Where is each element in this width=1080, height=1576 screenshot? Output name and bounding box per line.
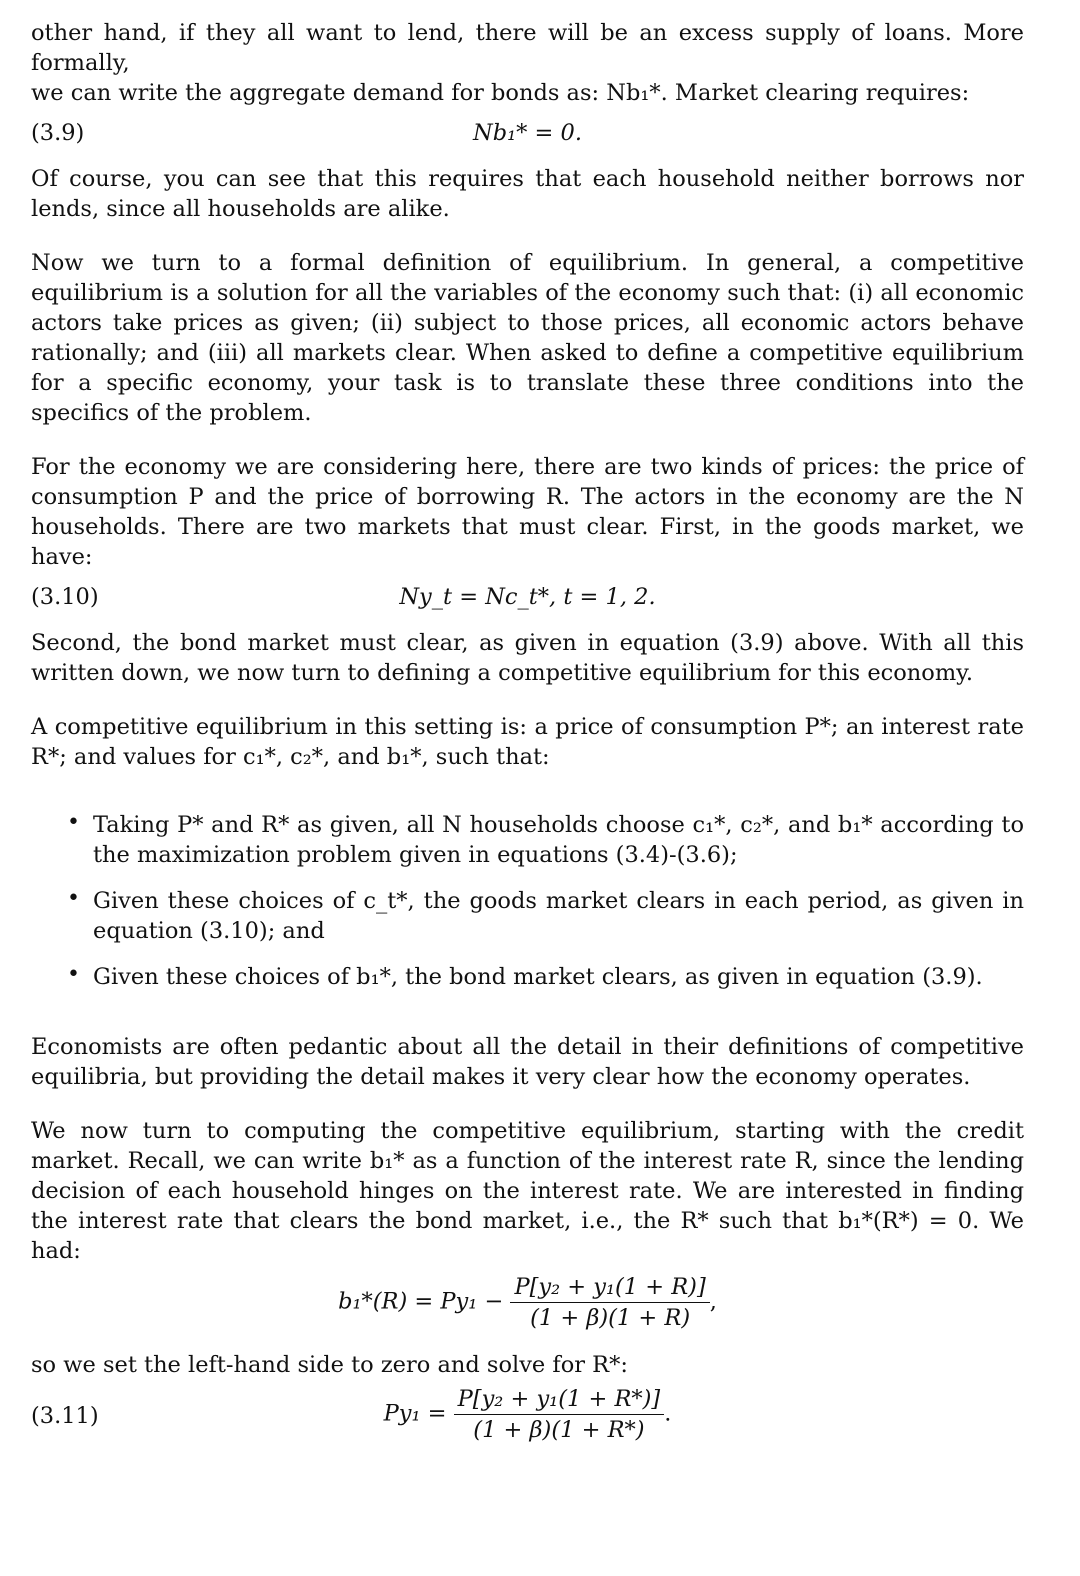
equation-fraction xyxy=(454,1386,665,1443)
intro-line-1: other hand, if they all want to lend, there will be an excess supply of loans. More formally, xyxy=(31,20,1024,76)
condition-list xyxy=(31,810,1024,992)
equation-lhs: Py₁ = xyxy=(383,1400,447,1427)
intro-line-2: we can write the aggregate demand for bonds as: Nb₁*. Market clearing requires: xyxy=(31,80,970,106)
paragraph-prices: For the economy we are considering here, there are two kinds of prices: the price of consumption P and the price of borrowing R. The actors in the economy are the N households. There are two markets that must clear. First, in the goods market, we have: xyxy=(31,454,1024,570)
equation-bond-demand: b₁*(R) = Py₁ − $\frac{\text{P[y₂ + y₁(1 + R)]}}{(1 + \beta)(1 + R)}$ , xyxy=(338,1274,717,1331)
equation-fraction xyxy=(510,1274,709,1331)
document-page xyxy=(31,18,1024,1452)
paragraph-equilibrium-setting: A competitive equilibrium in this setting is: a price of consumption P*; an interest rate R*; and values for c₁*, c₂*, and b₁*, such that: xyxy=(31,714,1024,770)
list-item: • Given these choices of b₁*, the bond market clears, as given in equation (3.9). xyxy=(67,962,983,990)
equation-number: (3.10) xyxy=(31,584,99,610)
equation-3-9 xyxy=(31,120,1024,150)
fraction-denominator: (1 + β)(1 + R) xyxy=(530,1305,691,1331)
paragraph-intro xyxy=(31,18,1024,108)
paragraph-solve: so we set the left-hand side to zero and solve for R*: xyxy=(31,1352,628,1378)
paragraph-bond-market: Second, the bond market must clear, as given in equation (3.9) above. With all this written down, we now turn to defining a competitive equilibrium for this economy. xyxy=(31,630,1024,686)
paragraph-pedantic: Economists are often pedantic about all the detail in their definitions of competitive equilibria, but providing the detail makes it very clear how the economy operates. xyxy=(31,1034,1024,1090)
bullet-icon: • xyxy=(67,810,80,835)
fraction-numerator: P[y₂ + y₁(1 + R*)] xyxy=(454,1386,665,1415)
fraction-denominator: (1 + β)(1 + R*) xyxy=(473,1417,645,1443)
equation-number: (3.11) xyxy=(31,1403,99,1429)
equation-number: (3.9) xyxy=(31,120,85,146)
list-item: • Taking P* and R* as given, all N households choose c₁*, c₂*, and b₁* according to the maximization problem given in equations (3.4)-(3.6); xyxy=(67,810,1024,868)
fraction-numerator: P[y₂ + y₁(1 + R)] xyxy=(510,1274,709,1303)
paragraph-alike: Of course, you can see that this requires that each household neither borrows nor lends, since all households are alike. xyxy=(31,166,1024,222)
bullet-icon: • xyxy=(67,886,80,911)
paragraph-credit-market: We now turn to computing the competitive equilibrium, starting with the credit market. Recall, we can write b₁* as a function of the interest rate R, since the lending decision of each household hinges on the interest rate. We are interested in finding the interest rate that clears the bond market, i.e., the R* such that b₁*(R*) = 0. We had: xyxy=(31,1118,1024,1264)
equation-body: Nb₁* = 0. xyxy=(473,120,582,146)
paragraph-definition: Now we turn to a formal definition of equilibrium. In general, a competitive equilibrium is a solution for all the variables of the economy such that: (i) all economic actors take prices as given; (ii) subject to those prices, all economic actors behave rationally; and (iii) all markets clear. When asked to define a competitive equilibrium for a specific economy, your task is to translate these three conditions into the specifics of the problem. xyxy=(31,250,1024,426)
equation-3-11: (3.11) Py₁ = $\frac{\text{P[y₂ + y₁(1 + R*)]}}{(1 + \beta)(1 + R*)}$ . xyxy=(31,1386,672,1443)
equation-body: Ny_t = Nc_t*, t = 1, 2. xyxy=(399,584,656,610)
equation-lhs: b₁*(R) = Py₁ − xyxy=(338,1288,504,1315)
list-item: • Given these choices of c_t*, the goods market clears in each period, as given in equation (3.10); and xyxy=(67,886,1024,944)
equation-3-10 xyxy=(31,584,1024,614)
bullet-icon: • xyxy=(67,962,80,987)
